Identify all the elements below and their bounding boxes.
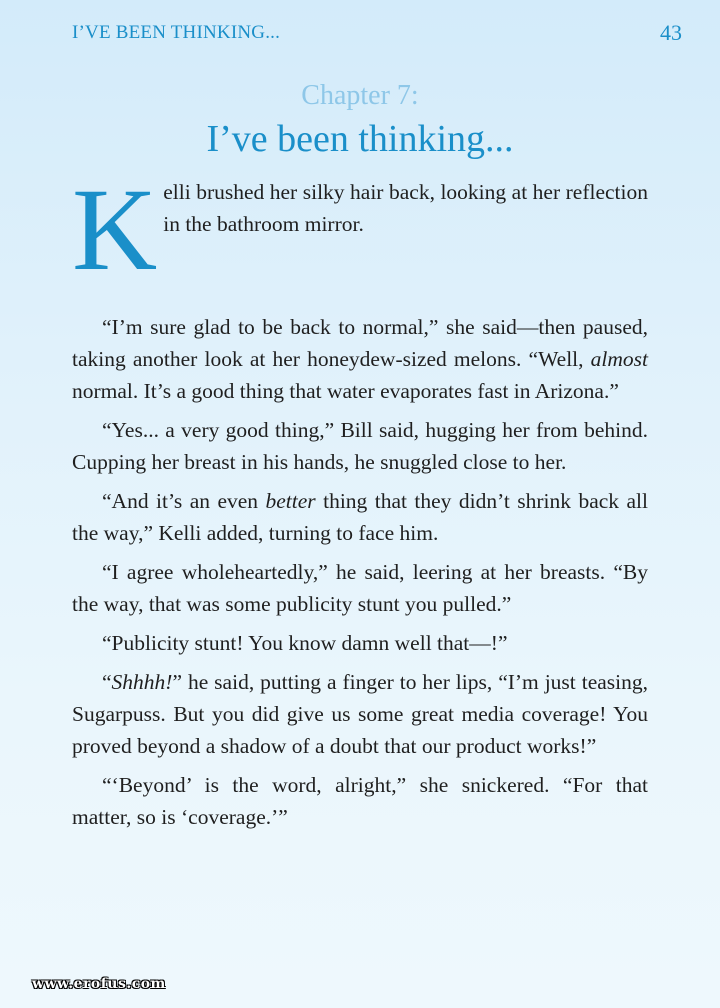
paragraph-1: [72, 164, 648, 295]
paragraph-4: [72, 485, 648, 549]
paragraph-4-text-a: “And it’s an even: [102, 489, 266, 513]
paragraph-2-text-a: “I’m sure glad to be back to normal,” she said—then paused, taking another look at her honeydew-sized melons. “Well,: [72, 315, 648, 371]
paragraph-7-text-a: “: [102, 670, 112, 694]
paragraph-7: [72, 666, 648, 762]
watermark: www.erofus.com: [32, 976, 166, 992]
paragraph-7-text-b: ” he said, putting a finger to her lips, “I’m just teasing, Sugarpuss. But you did give us some great media coverage! You proved beyond a shadow of a doubt that our product works!”: [72, 670, 648, 758]
paragraph-7-emphasis: Shhhh!: [111, 670, 173, 694]
paragraph-2-text-b: normal. It’s a good thing that water evaporates fast in Arizona.”: [72, 379, 619, 403]
body-text: [72, 164, 648, 840]
paragraph-2-emphasis: almost: [590, 347, 648, 371]
paragraph-3: “Yes... a very good thing,” Bill said, hugging her from behind. Cupping her breast in his hands, he snuggled close to her.: [72, 418, 648, 474]
running-title: I’VE BEEN THINKING...: [72, 22, 281, 43]
drop-cap: K: [72, 164, 158, 295]
paragraph-1-text: elli brushed her silky hair back, looking at her reflection in the bathroom mirror.: [163, 180, 648, 236]
paragraph-5: “I agree wholeheartedly,” he said, leering at her breasts. “By the way, that was some publicity stunt you pulled.”: [72, 560, 648, 616]
paragraph-4-text-b: thing that they didn’t shrink back all the way,” Kelli added, turning to face him.: [72, 489, 648, 545]
chapter-number: Chapter 7:: [301, 80, 419, 111]
paragraph-6: “Publicity stunt! You know damn well that—!”: [102, 631, 508, 655]
paragraph-4-emphasis: better: [265, 489, 316, 513]
chapter-title: I’ve been thinking...: [206, 118, 514, 160]
paragraph-8: “‘Beyond’ is the word, alright,” she snickered. “For that matter, so is ‘coverage.’”: [72, 773, 648, 829]
running-header: [72, 22, 682, 46]
chapter-heading: [0, 78, 720, 162]
page-number: 43: [660, 20, 682, 45]
paragraph-2: [72, 311, 648, 407]
